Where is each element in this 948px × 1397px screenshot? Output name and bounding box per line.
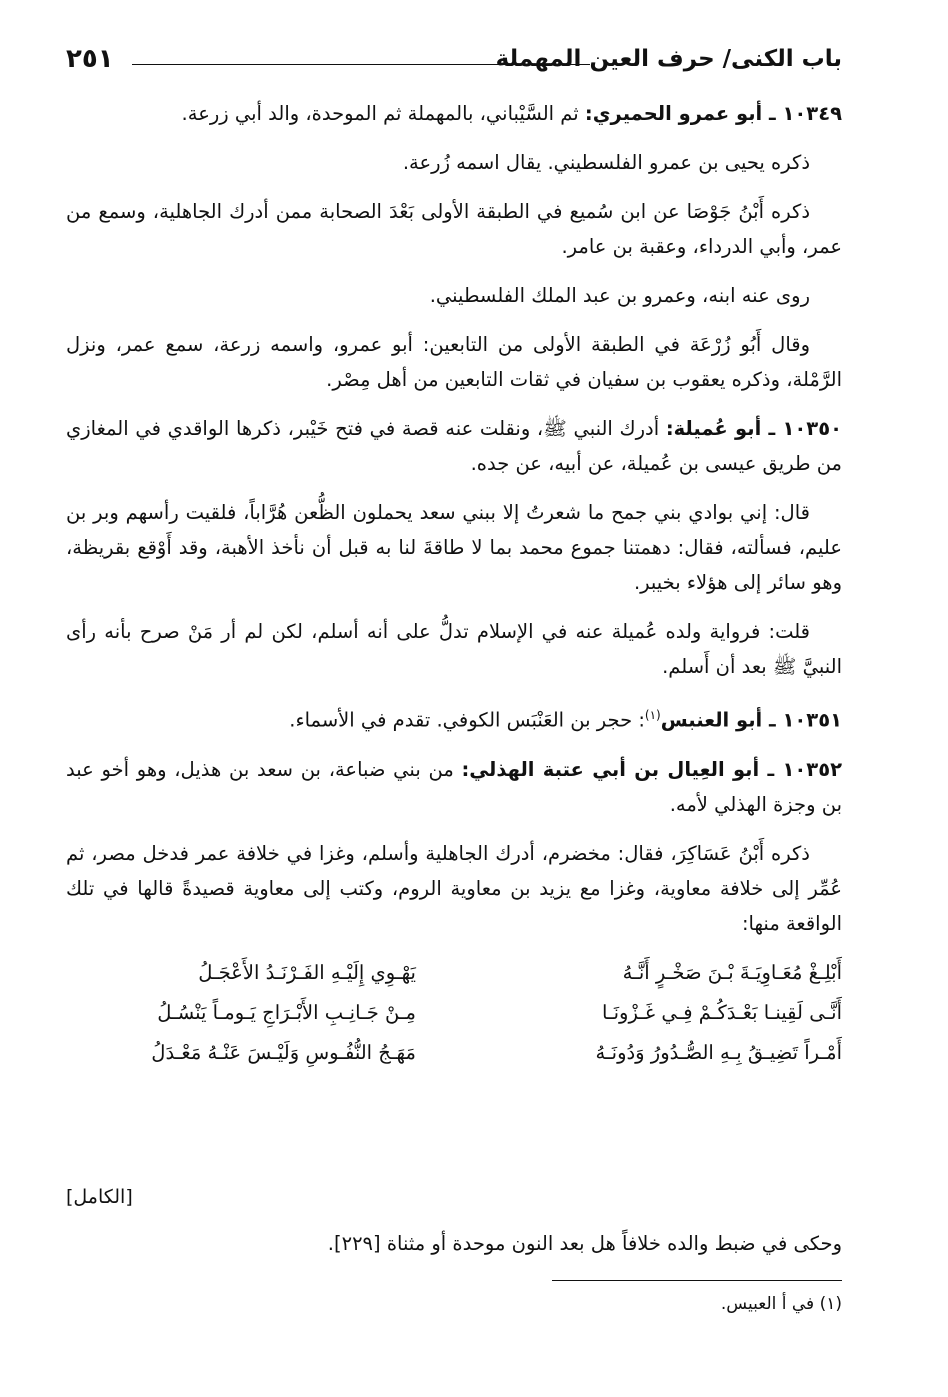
paragraph: ذكره أَبْنُ عَسَاكِرَ، فقال: مخضرم، أدرك الجاهلية وأسلم، وغزا في خلافة عمر فدخل مصر، ثم عُمِّر إلى خلافة معاوية، وغزا مع يزيد بن معاوية الروم، وكتب إلى معاوية قصيدةً قالها في تلك الواقعة منها:: [66, 841, 842, 935]
entry-10352: [66, 752, 842, 822]
verse-second-hemistich: مِـنْ جَـانِـبِ الأَبْـرَاجِ يَـومـاً يَنْسُـلُ: [157, 1000, 416, 1024]
paragraph: قلت: فرواية ولده عُميلة عنه في الإسلام تدلُّ على أنه أسلم، لكن لم أر مَنْ صرح بأنه رأى النبيَّ ﷺ بعد أن أَسلم.: [66, 620, 842, 678]
verse-second-hemistich: مَهَـجُ النُّفُـوسِ وَلَيْـسَ عَنْـهُ مَعْـدَلُ: [151, 1040, 416, 1064]
closing-paragraph: وحكى في ضبط والده خلافاً هل بعد النون موحدة أو مثناة [٢٢٩].: [327, 1232, 842, 1255]
entry-text: : حجر بن العَنْبَس الكوفي. تقدم في الأسماء.: [289, 708, 645, 732]
poem-verse: [66, 955, 842, 995]
poem: [66, 955, 842, 1083]
header-rule: [132, 64, 590, 65]
verse-first-hemistich: أَمْـراً تَضِيـقُ بِـهِ الصُّـدُورُ وَدُونَـهُ: [595, 1040, 842, 1064]
paragraph: روى عنه ابنه، وعمرو بن عبد الملك الفلسطيني.: [429, 284, 810, 307]
entry-10350: [66, 411, 842, 481]
entry-heading: ١٠٣٥٠ ـ أبو عُميلة:: [665, 417, 842, 440]
verse-first-hemistich: أَبْلِـغْ مُعَـاوِيَـةَ بْـنَ صَخْـرٍ أَنَّـهُ: [622, 960, 842, 984]
poem-verse: [66, 1035, 842, 1075]
running-header: [66, 40, 842, 80]
entry-heading: ١٠٣٥٢ ـ أبو العِيال بن أبي عتبة الهذلي:: [461, 757, 843, 781]
verse-second-hemistich: يَهْـوِي إِلَيْـهِ الفَـرْنَـدُ الأَعْجَـلُ: [198, 960, 416, 984]
entry-heading: ١٠٣٥١ ـ أبو العنبس: [660, 708, 842, 732]
paragraph: ذكره يحيى بن عمرو الفلسطيني. يقال اسمه زُرعة.: [402, 151, 810, 174]
entry-10351: [66, 698, 842, 738]
entry-heading: ١٠٣٤٩ ـ أبو عمرو الحميري:: [584, 102, 842, 125]
page-number: ٢٥١: [66, 44, 114, 74]
header-title: باب الكنى/ حرف العين المهملة: [495, 46, 842, 72]
entry-text: ثم السَّيْباني، بالمهملة ثم الموحدة، والد أبي زرعة.: [181, 102, 585, 125]
paragraph: وقال أَبُو زُرْعَة في الطبقة الأولى من التابعين: أبو عمرو، واسمه زرعة، سمع عمر، ونزل الرَّمْلة، وذكره يعقوب بن سفيان في ثقات التابعين من أهل مِصْر.: [66, 333, 842, 391]
poem-verse: [66, 995, 842, 1035]
footnote: (١) في أ العبيس.: [720, 1294, 842, 1314]
entry-text: أدرك النبي ﷺ، ونقلت عنه قصة في فتح خَيْبر، ذكرها الواقدي في المغازي من طريق عيسى بن عُميلة، عن أبيه، عن جده.: [66, 417, 842, 475]
verse-first-hemistich: أَنَّـى لَقِينـا بَعْـدَكُـمْ فِـي غَـزْونَـا: [601, 1000, 842, 1024]
paragraph: ذكره أَبْنُ جَوْصَا عن ابن سُميع في الطبقة الأولى بَعْدَ الصحابة ممن أدرك الجاهلية، وسمع من عمر، وأبي الدرداء، وعقبة بن عامر.: [66, 200, 842, 258]
poem-meter-label: [الكامل]: [66, 1186, 133, 1208]
footnote-marker: (١): [644, 708, 661, 722]
entry-text: من بني ضباعة، بن سعد بن هذيل، وهو أخو عبد بن وجزة الهذلي لأمه.: [66, 757, 842, 816]
entry-10349: [66, 96, 842, 131]
page-body: [66, 96, 842, 1083]
footnote-rule: [552, 1280, 842, 1281]
paragraph: قال: إني بوادي بني جمح ما شعرتُ إلا ببني سعد يحملون الظُّعن هُرَّاباً، فلقيت رأسهم وبر بن عليم، فسألته، فقال: دهمتنا جموع محمد بما لا طاقةَ لنا به قبل أن نأخذ الأهبة، وقد أَوْقع بقريظة، وهو سائر إلى هؤلاء بخيبر.: [66, 501, 842, 594]
